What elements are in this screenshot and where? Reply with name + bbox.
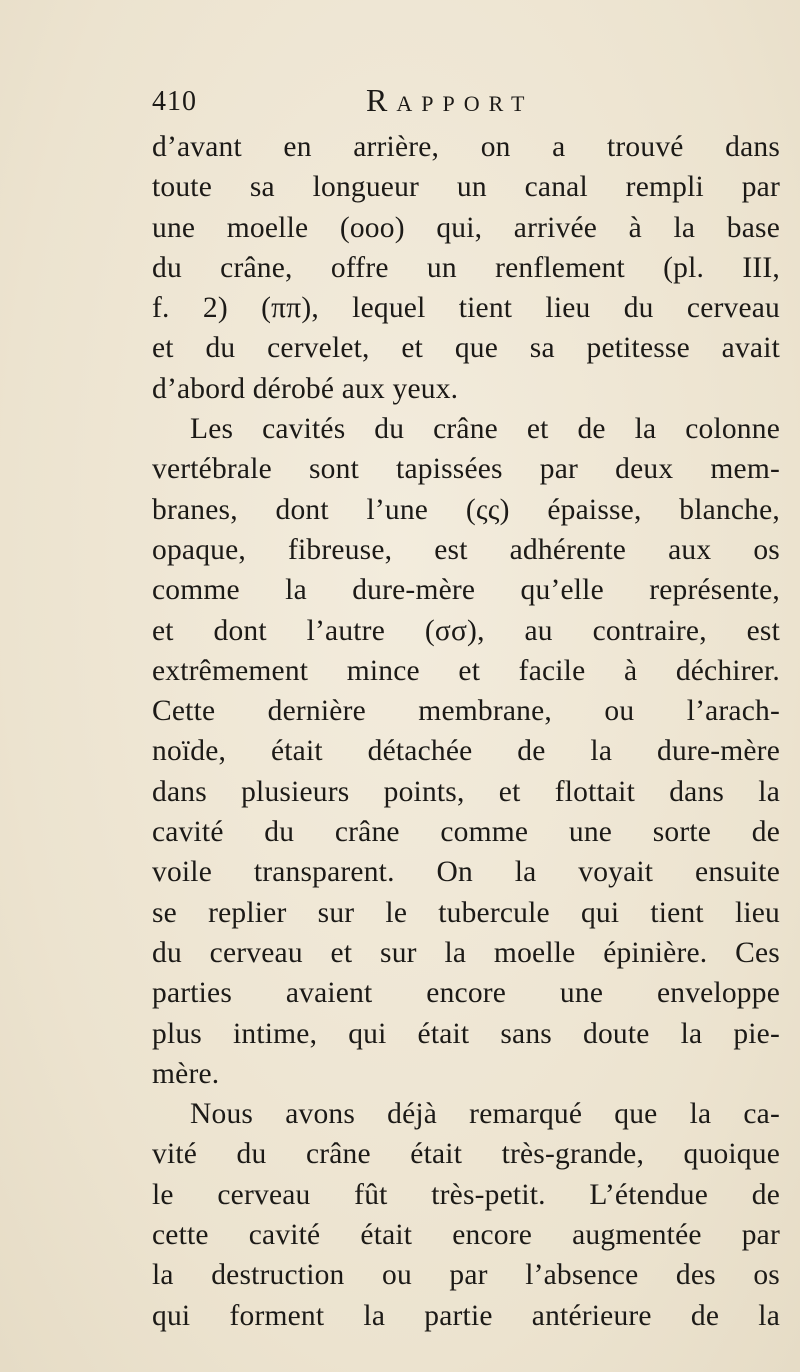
text-line: une moelle (ooo) qui, arrivée à la base [152, 211, 780, 244]
text-line: du cerveau et sur la moelle épinière. Ces [152, 936, 780, 969]
body-text [152, 127, 780, 1336]
paragraph-start-line: Nous avons déjà remarqué que la ca- [190, 1098, 780, 1131]
text-line: extrêmement mince et facile à déchirer. [152, 654, 780, 687]
text-line: mère. [152, 1057, 220, 1090]
text-line: cavité du crâne comme une sorte de [152, 816, 780, 849]
running-head: Rapport [366, 82, 534, 118]
text-line: dans plusieurs points, et flottait dans la [152, 775, 780, 808]
text-line: vertébrale sont tapissées par deux mem- [152, 453, 780, 486]
text-line: qui forment la partie antérieure de la [152, 1299, 780, 1332]
page-header [152, 80, 782, 126]
text-line: et du cervelet, et que sa petitesse avait [152, 332, 780, 365]
text-line: voile transparent. On la voyait ensuite [152, 856, 780, 889]
text-line: parties avaient encore une enveloppe [152, 977, 780, 1010]
text-line: d’avant en arrière, on a trouvé dans [152, 131, 780, 163]
page-number: 410 [152, 86, 197, 117]
text-line: le cerveau fût très-petit. L’étendue de [152, 1178, 780, 1211]
text-line: comme la dure-mère qu’elle représente, [152, 574, 780, 607]
text-line: se replier sur le tubercule qui tient lieu [152, 896, 780, 929]
text-line: Cette dernière membrane, ou l’arach- [152, 695, 780, 728]
text-line: noïde, était détachée de la dure-mère [152, 735, 780, 768]
text-line: du crâne, offre un renflement (pl. III, [152, 251, 780, 284]
text-line: vité du crâne était très-grande, quoique [152, 1138, 780, 1171]
text-line: la destruction ou par l’absence des os [152, 1259, 780, 1292]
text-line: et dont l’autre (σσ), au contraire, est [152, 614, 780, 647]
text-line: toute sa longueur un canal rempli par [152, 171, 780, 204]
text-line: branes, dont l’une (ςς) épaisse, blanche, [152, 493, 780, 526]
text-line: f. 2) (ππ), lequel tient lieu du cerveau [152, 292, 780, 325]
text-line: plus intime, qui était sans doute la pie- [152, 1017, 780, 1050]
text-line: cette cavité était encore augmentée par [152, 1219, 780, 1252]
text-line: d’abord dérobé aux yeux. [152, 372, 459, 405]
text-line: opaque, fibreuse, est adhérente aux os [152, 533, 780, 566]
paragraph-start-line: Les cavités du crâne et de la colonne [190, 413, 780, 446]
